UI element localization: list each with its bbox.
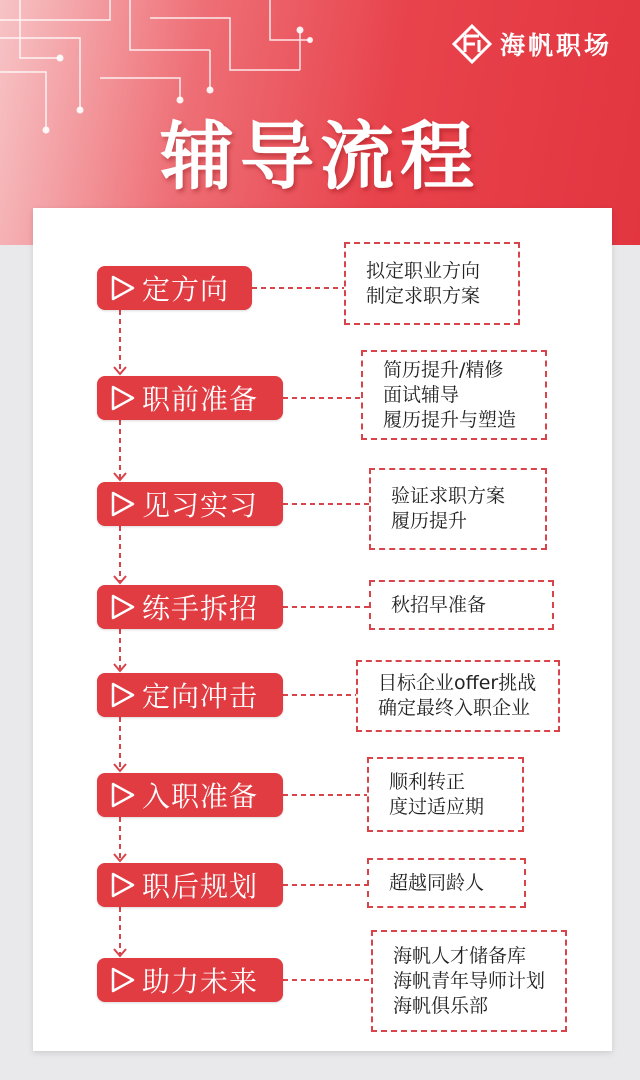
note-line: 秋招早准备 bbox=[391, 593, 487, 616]
play-outline-icon bbox=[110, 593, 136, 621]
step-4-notes bbox=[369, 580, 554, 630]
step-label: 见习实习 bbox=[142, 489, 259, 522]
brand bbox=[452, 22, 612, 66]
play-outline-icon bbox=[110, 681, 136, 709]
note-line: 确定最终入职企业 bbox=[378, 697, 531, 719]
step-label: 职前准备 bbox=[142, 383, 259, 416]
step-label: 职后规划 bbox=[142, 870, 259, 903]
step-8 bbox=[97, 958, 283, 1002]
play-outline-icon bbox=[110, 384, 136, 412]
note-line: 海帆俱乐部 bbox=[393, 994, 489, 1017]
note-line: 履历提升与塑造 bbox=[383, 408, 517, 431]
step-3-notes bbox=[369, 468, 547, 550]
step-label: 助力未来 bbox=[142, 965, 259, 998]
step-2-notes bbox=[361, 350, 547, 440]
process-card bbox=[33, 208, 612, 1051]
arrow-down-icon bbox=[114, 576, 126, 583]
play-outline-icon bbox=[110, 871, 136, 899]
note-line: 拟定职业方向 bbox=[366, 259, 481, 282]
note-line: 海帆人才储备库 bbox=[393, 944, 527, 967]
step-label: 定方向 bbox=[142, 273, 230, 306]
page-title: 辅导流程 bbox=[160, 114, 480, 200]
play-outline-icon bbox=[110, 490, 136, 518]
step-6-notes bbox=[367, 757, 524, 832]
step-5 bbox=[97, 673, 283, 717]
note-line: 制定求职方案 bbox=[366, 284, 481, 307]
step-label: 练手拆招 bbox=[142, 592, 259, 625]
step-1 bbox=[97, 266, 252, 310]
note-line: 目标企业offer挑战 bbox=[378, 672, 537, 694]
step-label: 入职准备 bbox=[142, 780, 259, 813]
brand-name: 海帆职场 bbox=[499, 31, 612, 60]
note-line: 超越同龄人 bbox=[389, 871, 485, 894]
note-line: 面试辅导 bbox=[383, 383, 460, 406]
step-6 bbox=[97, 773, 283, 817]
play-outline-icon bbox=[110, 781, 136, 809]
note-line: 履历提升 bbox=[391, 510, 468, 532]
note-line: 海帆青年导师计划 bbox=[393, 969, 546, 992]
note-line: 简历提升/精修 bbox=[383, 358, 504, 381]
step-7 bbox=[97, 863, 283, 907]
step-label: 定向冲击 bbox=[142, 680, 259, 713]
note-line: 验证求职方案 bbox=[391, 485, 506, 507]
hf-logo-icon bbox=[452, 24, 492, 64]
step-1-notes bbox=[344, 242, 520, 325]
step-3 bbox=[97, 482, 283, 526]
step-7-notes bbox=[367, 858, 526, 908]
step-8-notes bbox=[371, 930, 567, 1032]
step-2 bbox=[97, 376, 283, 420]
play-outline-icon bbox=[110, 274, 136, 302]
note-line: 度过适应期 bbox=[389, 795, 485, 818]
note-line: 顺利转正 bbox=[389, 770, 466, 793]
step-4 bbox=[97, 585, 283, 629]
step-5-notes bbox=[356, 660, 560, 732]
play-outline-icon bbox=[110, 966, 136, 994]
